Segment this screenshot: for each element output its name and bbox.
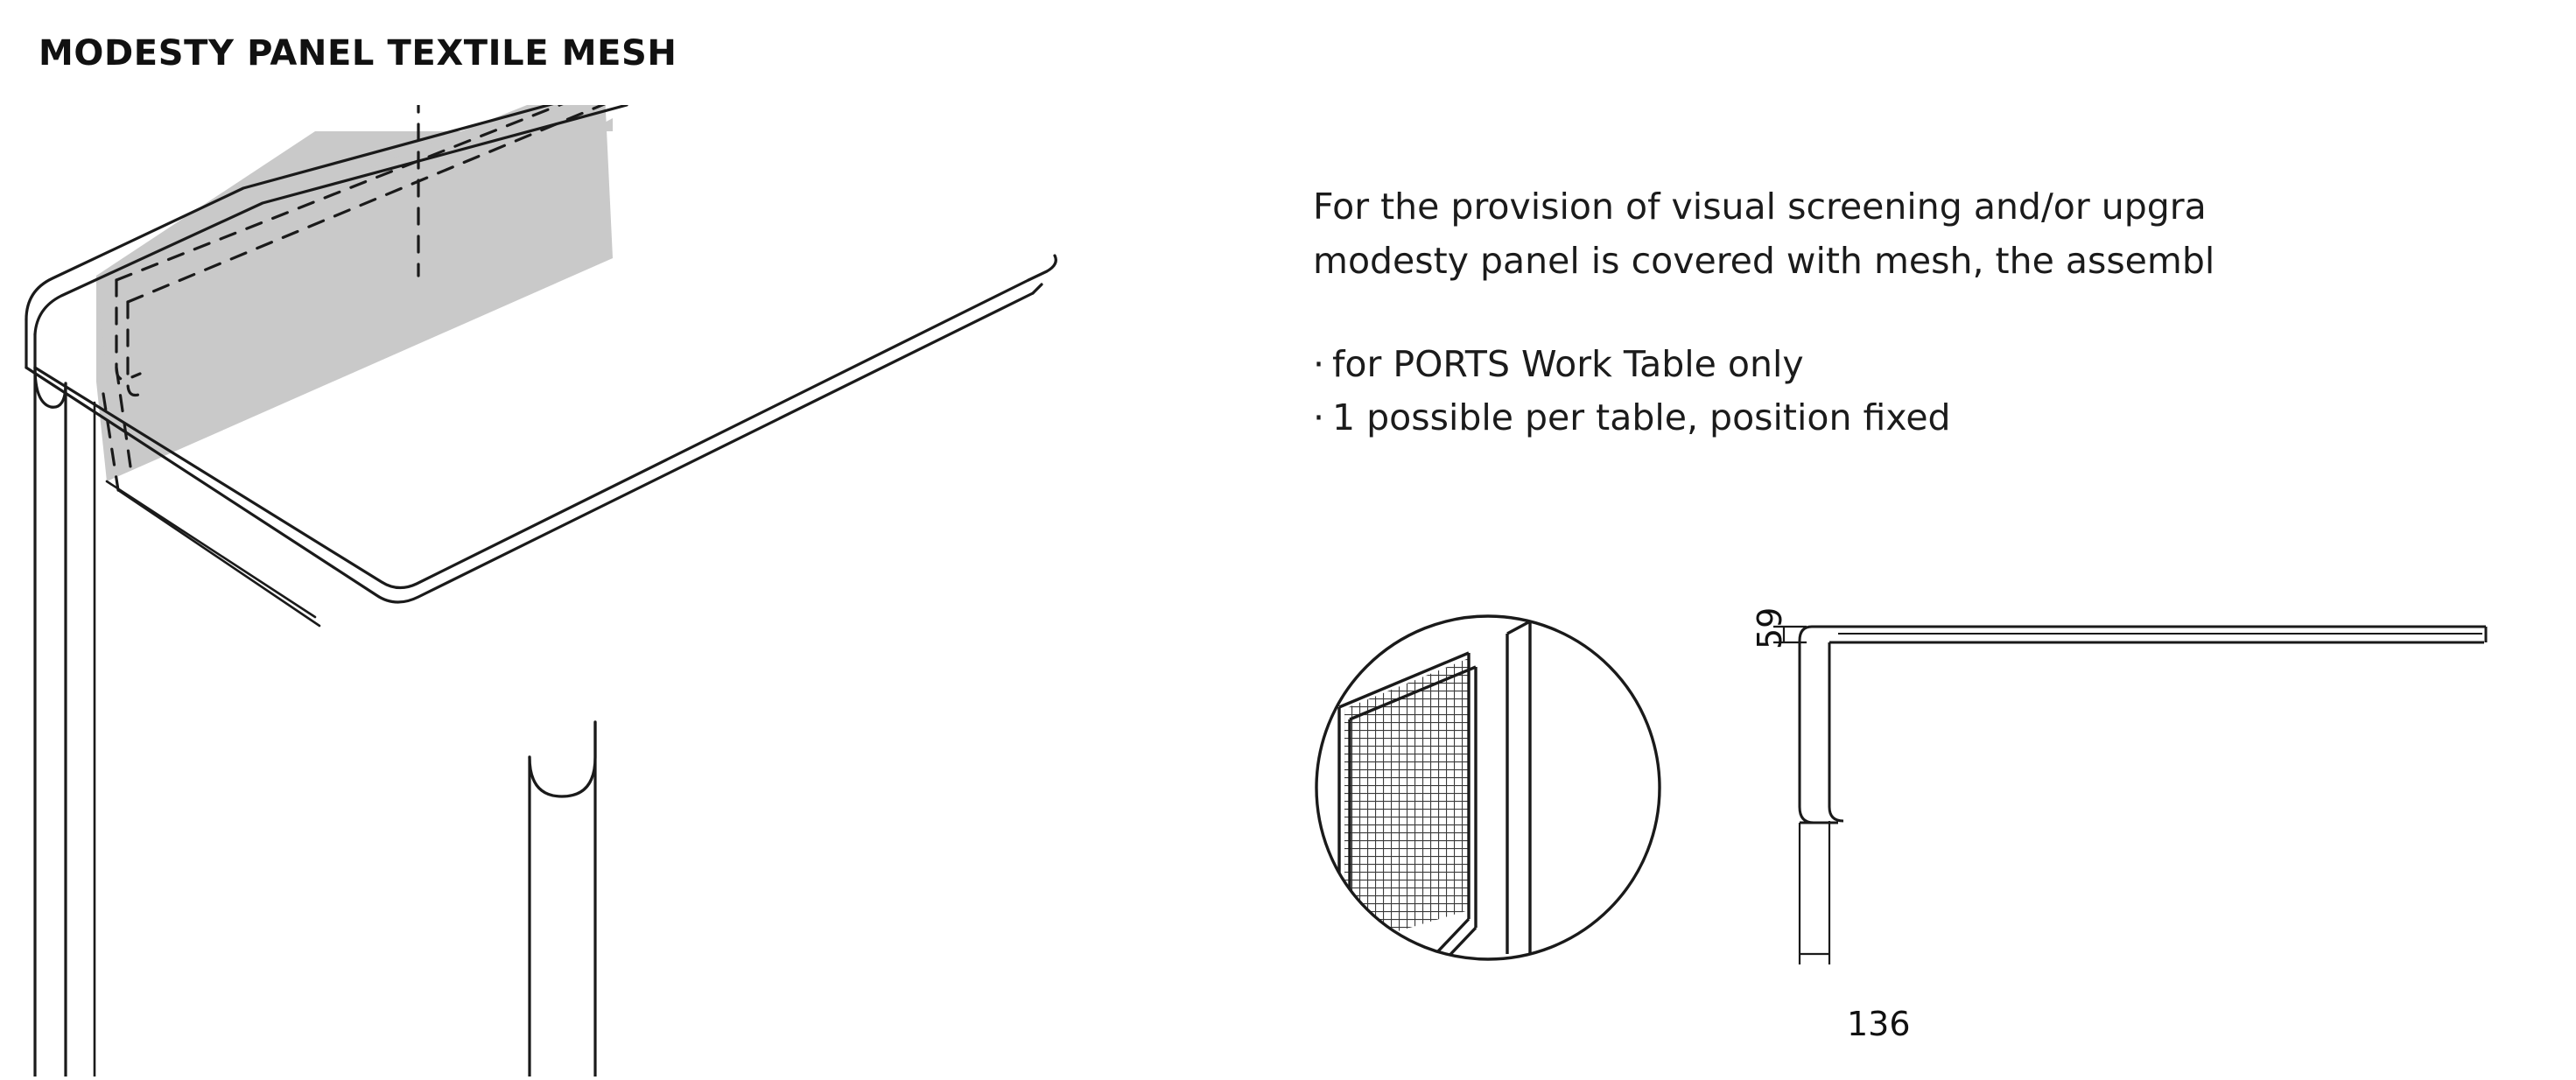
paragraph-line-1: For the provision of visual screening and/or upgra (1313, 186, 2207, 228)
body-text (1313, 179, 2576, 445)
bullet-label: 1 possible per table, position fixed (1332, 396, 1951, 439)
bullet-marker-icon: · (1313, 342, 1325, 385)
dimension-label-width: 136 (1847, 1005, 1911, 1043)
main-illustration (0, 105, 1295, 1076)
bullet-list (1313, 338, 2576, 445)
mesh-detail-circle (1304, 604, 1672, 971)
page-title: MODESTY PANEL TEXTILE MESH (39, 33, 677, 74)
list-item (1313, 391, 2576, 445)
bullet-label: for PORTS Work Table only (1332, 342, 1804, 385)
paragraph-line-2: modesty panel is covered with mesh, the assembl (1313, 240, 2215, 283)
dimension-drawing (1716, 604, 2503, 1059)
list-item (1313, 338, 2576, 392)
dimension-label-height: 59 (1751, 607, 1789, 649)
bullet-marker-icon: · (1313, 396, 1325, 439)
